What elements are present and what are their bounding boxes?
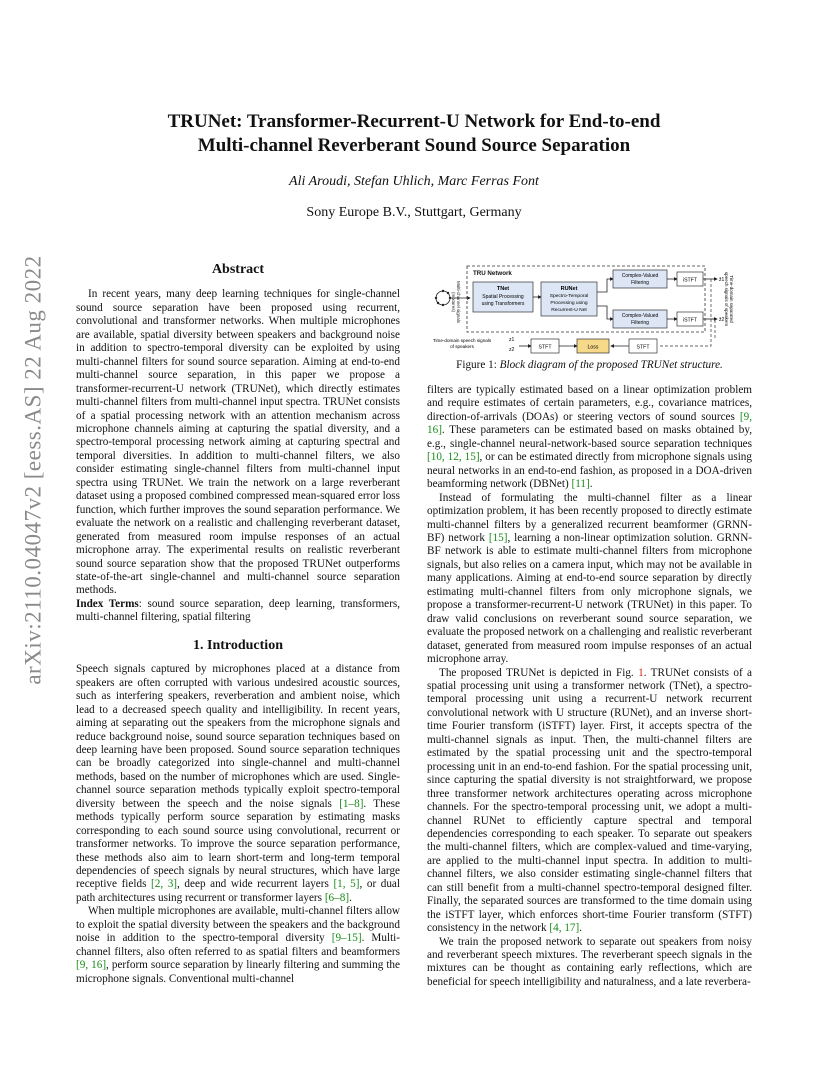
svg-text:Complex-Valued: Complex-Valued [621,273,659,279]
abstract-heading: Abstract [211,262,265,277]
right-paragraph-1: filters are typically estimated based on a linear optimization problem and require estimates of certain parameters, e.g., covariance matrices, direction-of-arrivals (DOAs) or steering vectors of sound sources [9, 16]. These parameters can be estimated based on masks obtained by, e.g., single-channel neural-network-based source separation techniques [10, 12, 15], or can be estimated directly from microphone signals using neural networks in an end-to-end fashion, as proposed in a DOA-driven beamforming network (DBNet) [11]. [427,384,752,491]
svg-text:iSTFT: iSTFT [682,277,698,284]
figure-ref-link[interactable]: 1 [638,666,644,679]
svg-text:RUNet: RUNet [560,286,578,292]
svg-text:Spatial Processing: Spatial Processing [482,294,524,300]
tnet-block [473,282,533,312]
svg-text:(mixtures): (mixtures) [451,292,456,312]
loss-block [577,339,609,353]
citation-link[interactable]: [6–8] [324,891,350,904]
citation-link[interactable]: [9, 16] [427,410,752,437]
svg-text:STFT: STFT [636,344,650,351]
z1-label: z1 [509,337,515,343]
svg-text:Loss: Loss [587,344,599,351]
citation-link[interactable]: [15] [488,531,508,544]
tru-network-label: TRU Network [473,270,512,277]
arxiv-identifier: arXiv:2110.04047v2 [eess.AS] 22 Aug 2022 [21,255,47,685]
svg-text:Filtering: Filtering [631,280,649,286]
figure-caption: Figure 1: Block diagram of the proposed TRUNet structure. [456,359,723,371]
citation-link[interactable]: [2, 3] [151,878,178,891]
title-line-1: TRUNet: Transformer-Recurrent-U Network for End-to-end [167,111,661,132]
abstract-text: In recent years, many deep learning techniques for single-channel sound source separation have been proposed using recurrent, convolutional and transformer networks. When multiple microphones are available, spatial diversity between speakers and background noise in addition to spectro-temporal diversity can be exploited by using multi-channel filters for sound source separation. Aiming at end-to-end multi-channel source separation, in this paper we propose a transformer-recurrent-U network (TRUNet), which directly estimates multi-channel filters from multi-channel input spectra. TRUNet consists of a spatial processing network with an attention mechanism across microphone channels aiming at capturing the spatial diversity, and a spectro-temporal processing network aiming at capturing spectral and temporal diversities. In addition to multi-channel filters, we also consider estimating single-channel filters from multi-channel input spectra using TRUNet. We train the network on a large reverberant dataset using a proposed combined compressed mean-squared error loss function, which further improves the sound separation performance. We evaluate the network on a realistic and challenging reverberant dataset, generated from measured room impulse responses of an actual microphone array. The experimental results on realistic reverberant sound source separation show that the proposed TRUNet outperforms state-of-the-art single-channel and multi-channel source separation methods. [76,288,400,597]
citation-link[interactable]: [9, 16] [76,959,107,972]
z2-label: z2 [509,347,515,353]
left-column [76,263,400,986]
citation-link[interactable]: [11] [571,478,590,491]
microphone-array-icon [435,290,451,306]
svg-text:Time-domain speech signals: Time-domain speech signals [432,338,492,343]
zhat1-label: ẑ1 [719,277,725,283]
complex-filter-block-2 [613,310,667,328]
block-diagram-figure [427,262,752,360]
complex-filter-block-1 [613,270,667,288]
title-line-2: Multi-channel Reverberant Sound Source Separation [197,135,631,156]
index-terms: Index Terms: sound source separation, deep learning, transformers, multi-channel filtering, spatial filtering [76,597,400,624]
svg-text:using Transformers: using Transformers [481,301,525,307]
right-column [427,384,752,989]
svg-text:Spectro-Temporal: Spectro-Temporal [549,294,589,299]
citation-link[interactable]: [9–15] [331,932,362,945]
svg-text:Time-domain separated: Time-domain separated [729,275,734,323]
right-paragraph-2: Instead of formulating the multi-channel filter as a linear optimization problem, it has been recently proposed to directly estimate multi-channel filters by a generalized recurrent beamformer (GRNN-BF) network [15], learning a non-linear optimization solution. GRNN-BF network is able to estimate multi-channel filters from microphone signals, but also relies on a camera input, which may not be available in many applications. Aiming at end-to-end source separation by directly estimating multi-channel filters from only microphone signals, we propose a transformer-recurrent-U network (TRUNet) in this paper. To draw valid conclusions on reverberant sound source separation, we evaluate the proposed network on a challenging and realistic reverberant dataset, generated from measured room impulse responses of an actual microphone array. [427,491,752,666]
svg-text:iSTFT: iSTFT [682,317,698,324]
svg-text:speech signals of speakers: speech signals of speakers [724,271,729,327]
citation-link[interactable]: [10, 12, 15] [427,451,480,464]
block-diagram [427,262,752,360]
right-paragraph-4: We train the proposed network to separate out speakers from noisy and reverberant speech mixtures. The reverberant speech signals in the mixtures can be thought as containing early reflections, which are beneficial for speech intelligibility and naturalness, and a late reverbera- [427,935,752,988]
authors: Ali Aroudi, Stefan Uhlich, Marc Ferras Font [289,174,539,189]
intro-heading: 1. Introduction [193,637,283,653]
svg-text:Filtering: Filtering [631,320,649,326]
right-paragraph-3: The proposed TRUNet is depicted in Fig. 1. TRUNet consists of a spatial processing unit using a transformer network (TNet), a spectro-temporal processing unit using a recurrent-U network recurrent convolutional network with U structure (RUNet), and an inverse short-time Fourier transform (iSTFT) layer. First, it accepts spectra of the multi-channel signals as input. Then, the multi-channel filters are estimated by the spatial processing unit and the spectro-temporal processing unit in an end-to-end fashion. For the spatial processing unit, since capturing the spatial diversity is not straightforward, we propose three transformer network architectures operating across microphone channels. For the spectro-temporal processing unit, we adopt a multi-channel RUNet to efficiently capture spectral and temporal dependencies corresponding to each speaker. To separate out speakers the multi-channel filters, which are complex-valued and time-varying, are applied to the multi-channel input spectra. In addition to multi-channel filters, we also consider estimating single-channel filters that can still benefit from a multi-channel spectro-temporal designed filter. Finally, the separated sources are transformed to the time domain using the iSTFT layer, which enforces short-time Fourier transform (STFT) consistency in the network [4, 17]. [427,666,752,935]
svg-text:of speakers: of speakers [450,344,474,349]
stft-block-2 [629,339,657,353]
istft-block-2 [677,312,703,326]
zhat2-label: ẑ2 [719,317,725,323]
svg-text:Complex-Valued: Complex-Valued [621,313,659,319]
svg-text:STFT: STFT [538,344,552,351]
mixture-label [451,281,461,324]
paper-title [100,110,728,158]
svg-text:Processing using: Processing using [550,301,588,306]
speech-signals-label [433,338,492,349]
svg-text:Multi-channel signals: Multi-channel signals [456,280,461,324]
affiliation: Sony Europe B.V., Stuttgart, Germany [306,205,522,220]
separated-label [724,272,734,327]
intro-paragraph-2: When multiple microphones are available, multi-channel filters allow to exploit the spatial diversity between the speakers and the background noise in addition to the spectro-temporal diversity [9–15]. Multi-channel filters, also often referred to as spatial filters and beamformers [9, 16], perform source separation by linearly filtering and summing the microphone signals. Conventional multi-channel [76,905,401,985]
stft-block-1 [531,339,559,353]
svg-text:Recurrent-U Net: Recurrent-U Net [551,308,587,313]
citation-link[interactable]: [4, 17] [549,922,580,935]
svg-text:TNet: TNet [496,286,510,292]
citation-link[interactable]: [1–8] [339,797,364,810]
runet-block [541,282,597,316]
istft-block-1 [677,272,703,286]
intro-paragraph-1: Speech signals captured by microphones placed at a distance from speakers are often corrupted with various undesired acoustic sources, such as interfering speakers, reverberation and ambient noise, which lead to a decreased speech quality and intelligibility. In recent years, aiming at separating out the speakers from the microphone signals and reduce background noise, sound source separation techniques based on deep learning have been proposed. Sound source separation techniques can be broadly categorized into single-channel and multi-channel methods, based on the number of microphones which are used. Single-channel source separation methods typically exploit spectro-temporal diversity between the speech and the noise signals [1–8]. These methods typically perform source separation by estimating masks corresponding to each sound source using convolutional, recurrent or transformer networks. To improve the source separation performance, these methods also aim to learn short-term and long-term temporal dependencies of speech signals by neural structures, which have large receptive fields [2, 3], deep and wide recurrent layers [1, 5], or dual path architectures using recurrent or transformer layers [6–8]. [76,663,401,904]
citation-link[interactable]: [1, 5] [333,878,360,891]
